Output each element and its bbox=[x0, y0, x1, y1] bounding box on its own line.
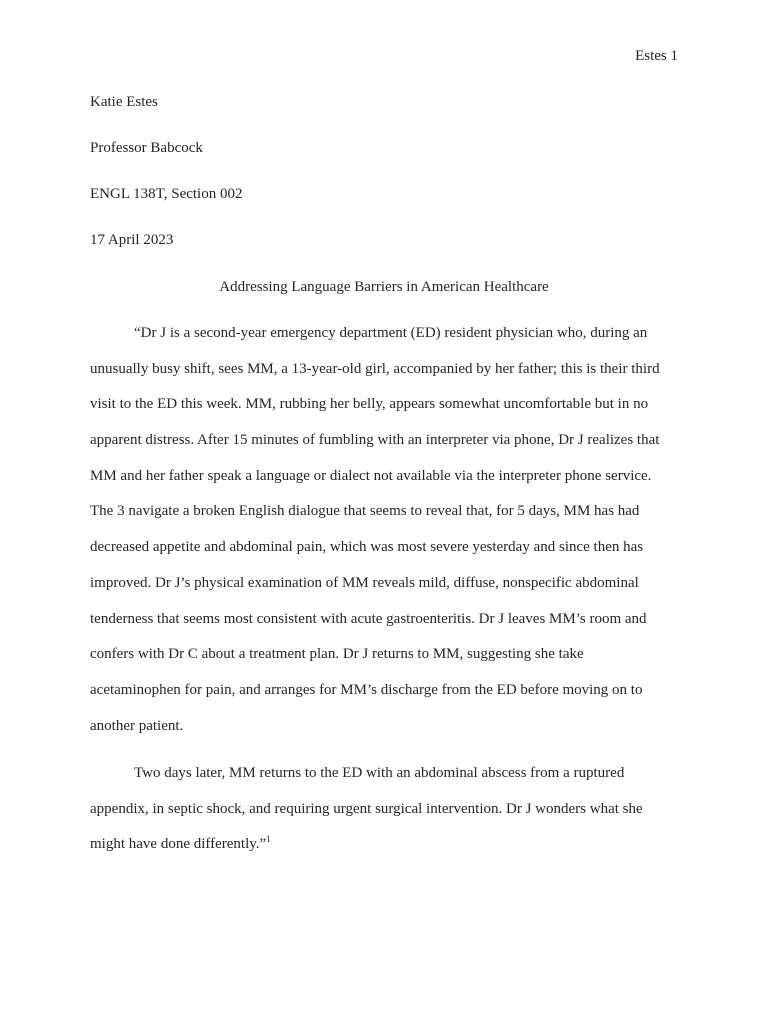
paragraph-line: tenderness that seems most consistent with acute gastroenteritis. Dr J leaves MM’s room and bbox=[90, 610, 647, 627]
paragraph-2 bbox=[90, 764, 680, 871]
mla-heading bbox=[90, 93, 242, 277]
paragraph-line: MM and her father speak a language or dialect not available via the interpreter phone service. bbox=[90, 467, 652, 484]
essay-date: 17 April 2023 bbox=[90, 232, 174, 248]
paragraph-last-line bbox=[90, 835, 680, 871]
paragraph-line: another patient. bbox=[90, 717, 184, 734]
course-name: ENGL 138T, Section 002 bbox=[90, 186, 243, 202]
footnote-marker[interactable]: 1 bbox=[266, 834, 271, 845]
paragraph-line: “Dr J is a second-year emergency department (ED) resident physician who, during an bbox=[134, 325, 648, 341]
paragraph-line-text: might have done differently.” bbox=[90, 836, 267, 853]
paragraph-line: unusually busy shift, sees MM, a 13-year-old girl, accompanied by her father; this is their third bbox=[90, 360, 660, 377]
essay-title: Addressing Language Barriers in American Healthcare bbox=[219, 279, 549, 295]
paragraph-line: decreased appetite and abdominal pain, which was most severe yesterday and since then has bbox=[90, 539, 644, 556]
page-header: Estes 1 bbox=[635, 48, 678, 64]
paragraph-line: visit to the ED this week. MM, rubbing her belly, appears somewhat uncomfortable but in no bbox=[90, 396, 649, 413]
paragraph-line: confers with Dr C about a treatment plan. Dr J returns to MM, suggesting she take bbox=[90, 646, 584, 663]
professor-name: Professor Babcock bbox=[90, 140, 203, 156]
paragraph-line: apparent distress. After 15 minutes of fumbling with an interpreter via phone, Dr J realizes that bbox=[90, 432, 660, 449]
paragraph-line: The 3 navigate a broken English dialogue that seems to reveal that, for 5 days, MM has had bbox=[90, 503, 640, 520]
author-name: Katie Estes bbox=[90, 94, 158, 110]
paragraph-line: acetaminophen for pain, and arranges for MM’s discharge from the ED before moving on to bbox=[90, 681, 643, 698]
paragraph-line: appendix, in septic shock, and requiring urgent surgical intervention. Dr J wonders what she bbox=[90, 800, 643, 817]
paragraph-line: Two days later, MM returns to the ED with an abdominal abscess from a ruptured bbox=[134, 765, 625, 781]
paragraph-line: improved. Dr J’s physical examination of MM reveals mild, diffuse, nonspecific abdominal bbox=[90, 574, 639, 591]
paragraph-1 bbox=[90, 324, 680, 752]
